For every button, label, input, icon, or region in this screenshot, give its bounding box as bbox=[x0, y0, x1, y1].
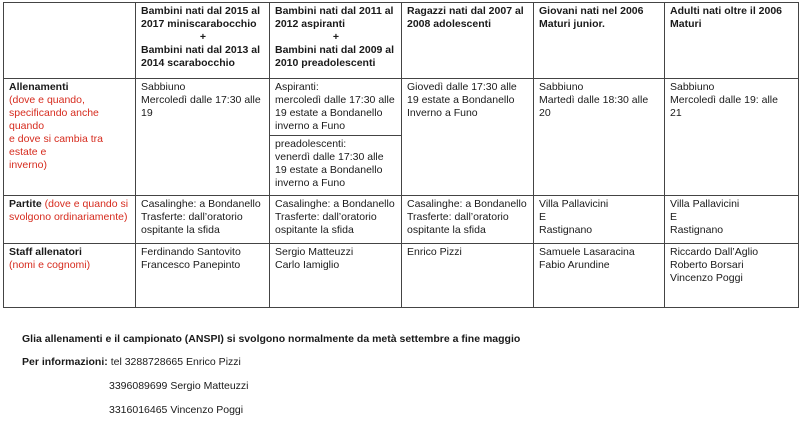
row-partite bbox=[4, 196, 799, 244]
preadolescenti-schedule: preadolescenti: venerdì dalle 17:30 alle 19 estate a Bondanello inverno a Funo bbox=[275, 138, 384, 189]
table-cell: Sergio Matteuzzi Carlo Iamiglio bbox=[270, 244, 402, 308]
row-header-allenamenti: Allenamenti (dove e quando, specificando anche quando e dove si cambia tra estate e inverno) bbox=[4, 79, 136, 196]
row-allenamenti bbox=[4, 79, 799, 196]
season-note: Glia allenamenti e il campionato (ANSPI) si svolgono normalmente da metà settembre a fine maggio bbox=[22, 333, 521, 345]
row-header-staff: Staff allenatori (nomi e cognomi) bbox=[4, 244, 136, 308]
column-header: Bambini nati dal 2015 al 2017 miniscarabocchio + Bambini nati dal 2013 al 2014 scarabocchio bbox=[136, 3, 270, 79]
header-row bbox=[4, 3, 799, 79]
table-cell: Sabbiuno Mercoledì dalle 19: alle 21 bbox=[665, 79, 799, 196]
table-cell: Casalinghe: a Bondanello Trasferte: dall’oratorio ospitante la sfida bbox=[270, 196, 402, 244]
contact-phone: 3396089699 Sergio Matteuzzi bbox=[109, 380, 249, 392]
corner-cell bbox=[4, 3, 136, 79]
row-header-partite: Partite (dove e quando si svolgono ordinariamente) bbox=[4, 196, 136, 244]
column-header: Bambini nati dal 2011 al 2012 aspiranti + Bambini nati dal 2009 al 2010 preadolescenti bbox=[270, 3, 402, 79]
table-cell: Casalinghe: a Bondanello Trasferte: dall’oratorio ospitante la sfida bbox=[402, 196, 534, 244]
row-staff bbox=[4, 244, 799, 308]
column-header: Ragazzi nati dal 2007 al 2008 adolescenti bbox=[402, 3, 534, 79]
table-cell-split bbox=[270, 79, 402, 196]
contact-phone: 3316016465 Vincenzo Poggi bbox=[109, 404, 244, 416]
table-cell: Sabbiuno Martedì dalle 18:30 alle 20 bbox=[534, 79, 665, 196]
aspiranti-schedule: Aspiranti: mercoledì dalle 17:30 alle 19 estate a Bondanello inverno a Funo bbox=[270, 81, 401, 136]
table-cell: Villa Pallavicini E Rastignano bbox=[534, 196, 665, 244]
column-header: Adulti nati oltre il 2006 Maturi bbox=[665, 3, 799, 79]
column-header: Giovani nati nel 2006 Maturi junior. bbox=[534, 3, 665, 79]
table-cell: Enrico Pizzi bbox=[402, 244, 534, 308]
info-label: Per informazioni: bbox=[22, 356, 108, 368]
table-cell: Casalinghe: a Bondanello Trasferte: dall’oratorio ospitante la sfida bbox=[136, 196, 270, 244]
schedule-table bbox=[3, 2, 799, 308]
table-cell: Villa Pallavicini E Rastignano bbox=[665, 196, 799, 244]
table-cell: Samuele Lasaracina Fabio Arundine bbox=[534, 244, 665, 308]
table-cell: Sabbiuno Mercoledì dalle 17:30 alle 19 bbox=[136, 79, 270, 196]
table-cell: Ferdinando Santovito Francesco Panepinto bbox=[136, 244, 270, 308]
contact-line bbox=[22, 356, 241, 368]
table-cell: Giovedì dalle 17:30 alle 19 estate a Bondanello Inverno a Funo bbox=[402, 79, 534, 196]
contact-phone: tel 3288728665 Enrico Pizzi bbox=[110, 356, 241, 368]
table-cell: Riccardo Dall’Aglio Roberto Borsari Vincenzo Poggi bbox=[665, 244, 799, 308]
